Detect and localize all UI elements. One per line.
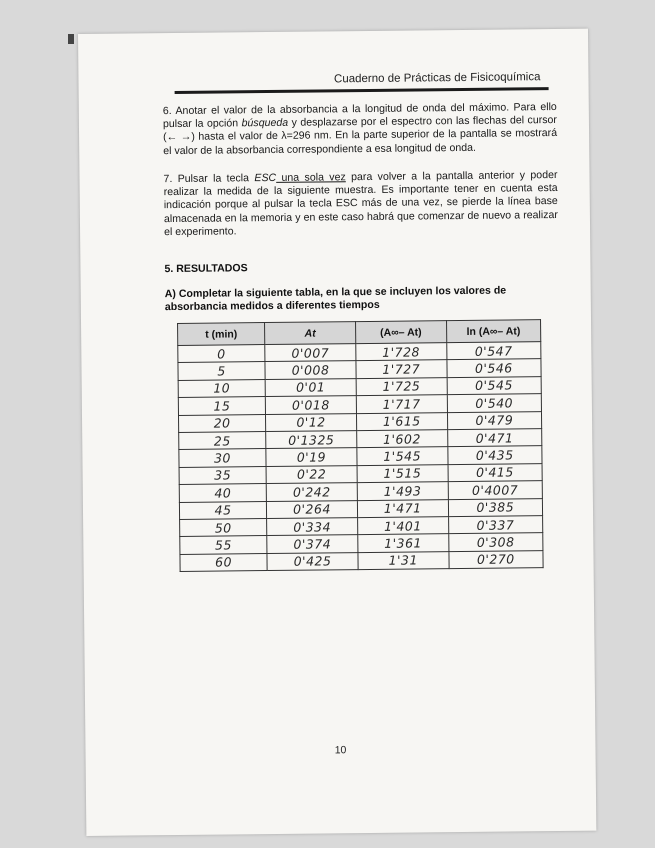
cell-delta: 1'545 xyxy=(357,447,448,465)
header-ln-delta: ln (A∞– At) xyxy=(446,320,541,343)
cell-time: 0 xyxy=(178,345,265,363)
cell-delta: 1'493 xyxy=(357,482,448,500)
cell-ln: 0'385 xyxy=(448,498,543,516)
cell-time: 15 xyxy=(178,397,265,415)
cell-delta: 1'515 xyxy=(357,464,448,482)
page-header: Cuaderno de Prácticas de Fisicoquímica xyxy=(333,71,541,86)
cell-ln: 0'337 xyxy=(448,516,543,534)
cell-absorbance: 0'425 xyxy=(267,552,358,570)
cell-delta: 1'401 xyxy=(357,517,448,535)
step-6-italic: búsqueda xyxy=(241,117,289,130)
cell-delta: 1'361 xyxy=(358,534,449,552)
cell-delta: 1'717 xyxy=(356,395,447,413)
cell-time: 10 xyxy=(178,379,265,397)
section-title: 5. RESULTADOS xyxy=(164,262,248,276)
cell-absorbance: 0'334 xyxy=(267,518,358,536)
step-6-paragraph xyxy=(163,101,558,158)
cell-time: 35 xyxy=(179,466,266,484)
cell-absorbance: 0'008 xyxy=(265,361,356,379)
cell-absorbance: 0'374 xyxy=(267,535,358,553)
cell-absorbance: 0'1325 xyxy=(266,431,357,449)
cell-ln: 0'479 xyxy=(447,411,542,429)
header-rule xyxy=(175,87,549,94)
cell-absorbance: 0'018 xyxy=(265,396,356,414)
header-absorbance: At xyxy=(265,322,356,345)
cell-time: 60 xyxy=(180,553,267,571)
table-row xyxy=(180,550,543,571)
step-6-text-1: 6. Anotar el valor de la absorbancia a la longitud de onda del máximo. Para ello pulsar la opción xyxy=(162,100,557,131)
cell-ln: 0'545 xyxy=(447,376,542,394)
cell-ln: 0'415 xyxy=(448,463,543,481)
cell-absorbance: 0'19 xyxy=(266,448,357,466)
cell-time: 25 xyxy=(179,432,266,450)
cell-time: 5 xyxy=(178,362,265,380)
results-table xyxy=(177,319,544,572)
header-time: t (min) xyxy=(178,323,265,346)
cell-time: 30 xyxy=(179,449,266,467)
cell-absorbance: 0'22 xyxy=(266,465,357,483)
cell-delta: 1'602 xyxy=(357,430,448,448)
step-7-text-1: 7. Pulsar la tecla xyxy=(163,172,255,186)
cell-ln: 0'435 xyxy=(447,446,542,464)
cell-time: 50 xyxy=(180,518,267,536)
step-6-text-2: y desplazarse por el espectro con las flechas del cursor (← →) hasta el valor de λ=296 nm. En la parte superior de la pantalla se mostrará el valor de la absorbancia correspondiente a esa longitud de onda. xyxy=(163,114,558,157)
cell-ln: 0'540 xyxy=(447,394,542,412)
header-delta-absorbance: (A∞– At) xyxy=(355,321,446,344)
page-number: 10 xyxy=(334,744,347,757)
cell-ln: 0'308 xyxy=(448,533,543,551)
cell-absorbance: 0'264 xyxy=(267,500,358,518)
step-7-text-2: para volver a la pantalla anterior y poder realizar la medida de la siguiente muestra. Es importante tener en cuenta esta indicación porque al pulsar la tecla ESC más de una vez, se pierde la línea base almacenada en la memoria y en este caso habrá que comenzar de nuevo a realizar el experimento. xyxy=(163,168,558,238)
step-7-paragraph xyxy=(163,169,558,239)
cell-time: 20 xyxy=(178,414,265,432)
step-7-underlined: una sola vez xyxy=(276,171,346,184)
cell-delta: 1'728 xyxy=(356,343,447,361)
cell-ln: 0'4007 xyxy=(448,481,543,499)
document-page xyxy=(78,29,596,836)
cell-time: 45 xyxy=(179,501,266,519)
cell-absorbance: 0'12 xyxy=(266,413,357,431)
cell-delta: 1'471 xyxy=(357,499,448,517)
scan-corner-mark xyxy=(68,34,74,44)
cell-delta: 1'615 xyxy=(356,412,447,430)
cell-ln: 0'547 xyxy=(446,342,541,360)
cell-ln: 0'270 xyxy=(449,550,544,568)
cell-absorbance: 0'007 xyxy=(265,344,356,362)
step-7-italic: ESC xyxy=(254,171,277,185)
cell-time: 55 xyxy=(180,536,267,554)
cell-time: 40 xyxy=(179,484,266,502)
cell-ln: 0'546 xyxy=(447,359,542,377)
cell-delta: 1'727 xyxy=(356,360,447,378)
cell-delta: 1'31 xyxy=(358,551,449,569)
cell-absorbance: 0'01 xyxy=(265,378,356,396)
cell-delta: 1'725 xyxy=(356,377,447,395)
task-instruction: A) Completar la siguiente tabla, en la que se incluyen los valores de absorbancia medidos a diferentes tiempos xyxy=(164,284,507,314)
cell-ln: 0'471 xyxy=(447,429,542,447)
cell-absorbance: 0'242 xyxy=(266,483,357,501)
